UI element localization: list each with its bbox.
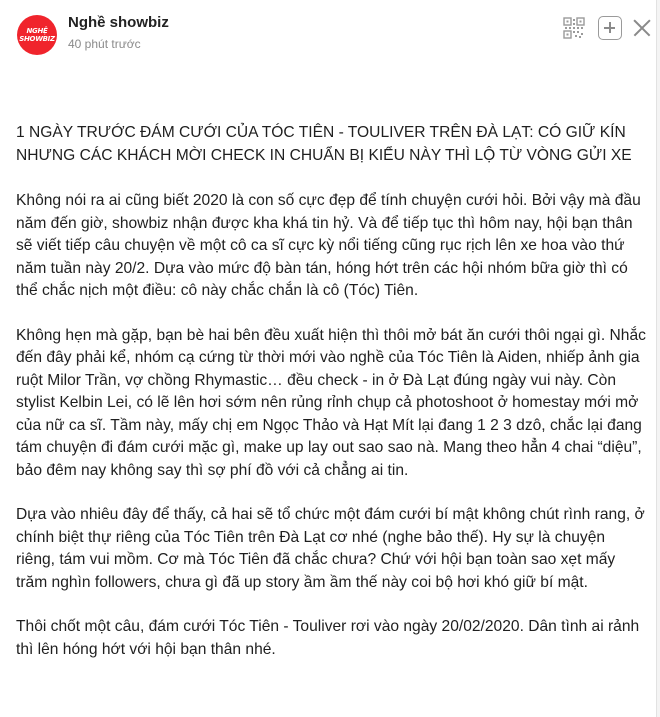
post-paragraph-1: Không nói ra ai cũng biết 2020 là con số cực đẹp để tính chuyện cưới hỏi. Bởi vậy mà đầu năm đến giờ, showbiz nhận được kha khá tin hỷ. Và để tiếp tục thì hôm nay, hội bạn thân sẽ viết tiếp câu chuyện về một cô ca sĩ cực kỳ nổi tiếng cũng rục rịch lên xe hoa vào thứ năm tuần này 20/2. Dựa vào mức độ bàn tán, hóng hớt trên các hội nhóm bữa giờ thì có thể chắc nịch một điều: cô này chắc chắn là cô (Tóc) Tiên. [16, 192, 641, 299]
post-paragraph-3: Dựa vào nhiêu đây để thấy, cả hai sẽ tổ chức một đám cưới bí mật không chút rình rang, ở chính biệt thự riêng của Tóc Tiên trên Đà Lạt cơ nhé (nghe bảo thế). Hy sự là chuyện riêng, tám vui mồm. Cơ mà Tóc Tiên đã chắc chưa? Chứ với hội bạn toàn sao xẹt mấy trăm nghìn followers, chưa gì đã up story ầm ầm thế này coi bộ hơi khó giữ bí mật. [16, 506, 645, 591]
close-icon[interactable] [630, 16, 654, 40]
avatar-text-line2: SHOWBIZ [19, 35, 55, 43]
post-title: 1 NGÀY TRƯỚC ĐÁM CƯỚI CỦA TÓC TIÊN - TOULIVER TRÊN ĐÀ LẠT: CÓ GIỮ KÍN NHƯNG CÁC KHÁCH MỜI CHECK IN CHUẨN BỊ KIỂU NÀY THÌ LỘ TỪ VÒNG GỬI XE [16, 124, 632, 164]
qr-code-icon[interactable] [562, 16, 586, 40]
post-paragraph-2: Không hẹn mà gặp, bạn bè hai bên đều xuất hiện thì thôi mở bát ăn cưới thôi ngại gì. Nhắc đến đây phải kể, nhóm cạ cứng từ thời mới vào nghề của Tóc Tiên là Aiden, nhiếp ảnh gia ruột Milor Trần, vợ chồng Rhymastic… đều check - in ở Đà Lạt đúng ngày vui này. Còn stylist Kelbin Lei, có lẽ lên hơi sớm nên rủng rỉnh chụp cả photoshoot ở homestay mới mở của nữ ca sĩ. Tầm này, mấy chị em Ngọc Thảo và Hạt Mít lại đang 1 2 3 dzô, chắc lại đang tám chuyện đi đám cưới mặc gì, make up lay out sao sao nà. Mang theo hẳn 4 chai “diệu”, bảo đêm nay không say thì sợ phí đồ với cả chẳng ai tin. [16, 326, 646, 479]
post-content [16, 122, 646, 683]
avatar[interactable] [17, 15, 57, 55]
page-name[interactable]: Nghề showbiz [68, 14, 169, 31]
avatar-text-line1: NGHỆ [26, 27, 48, 35]
post-paragraph-4: Thôi chốt một câu, đám cưới Tóc Tiên - Touliver rơi vào ngày 20/02/2020. Dân tình ai rảnh thì lên hóng hớt với hội bạn thân nhé. [16, 618, 640, 658]
post-header [0, 0, 657, 66]
post-time[interactable]: 40 phút trước [68, 37, 141, 51]
add-icon[interactable] [598, 16, 622, 40]
